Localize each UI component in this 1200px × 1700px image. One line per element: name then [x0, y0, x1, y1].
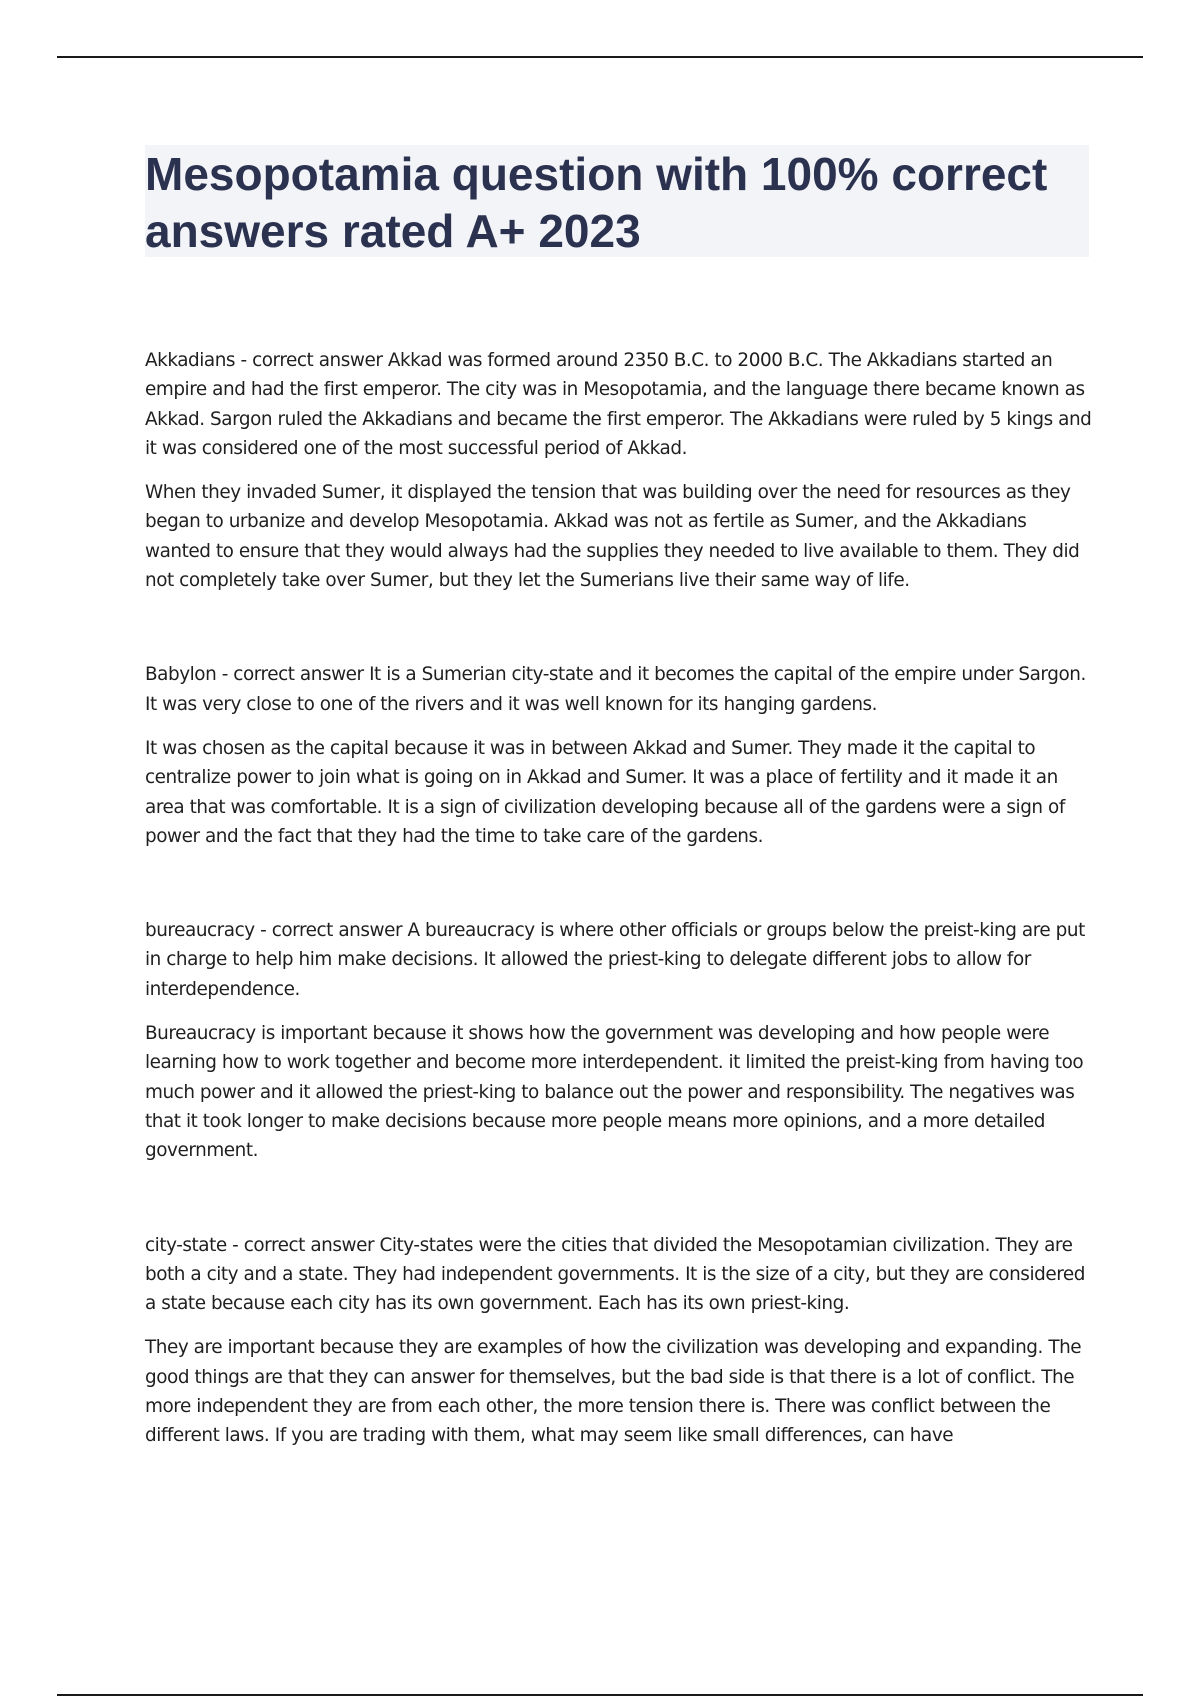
entry-bureaucracy: [145, 916, 1095, 1165]
separator: -: [226, 1234, 244, 1256]
separator: -: [254, 920, 272, 942]
entry-babylon: [145, 660, 1095, 851]
answer-text: City-states were the cities that divided the Mesopotamian civilization. They are both a city and a state. They had independent governments. It is the size of a city, but they are considered a state because each city has its own government. Each has its own priest-king.: [145, 1234, 1085, 1315]
question-answer: [145, 660, 1095, 719]
separator: -: [235, 350, 253, 371]
follow-up-paragraph: It was chosen as the capital because it was in between Akkad and Sumer. They made it the capital to centralize power to join what is going on in Akkad and Sumer. It was a place of fertility and it made it an area that was comfortable. It is a sign of civilization developing because all of the gardens were a sign of power and the fact that they had the time to take care of the gardens.: [145, 737, 1065, 847]
follow-up-paragraph: They are important because they are examples of how the civilization was developing and expanding. The good things are that they can answer for themselves, but the bad side is that there is a lot of conflict. The more independent they are from each other, the more tension there is. There was conflict between the different laws. If you are trading with them, what may seem like small differences, can have: [145, 1337, 1082, 1447]
term: Akkadians: [145, 350, 236, 371]
answer-label: correct answer: [243, 1234, 380, 1256]
document-title: Mesopotamia question with 100% correct answers rated A+ 2023: [145, 148, 1048, 257]
title-banner: [145, 145, 1089, 257]
question-answer: [145, 346, 1095, 463]
entry-akkadians: [145, 346, 1095, 595]
answer-label: correct answer: [271, 920, 408, 942]
answer-text: It is a Sumerian city-state and it becomes the capital of the empire under Sargon. It was very close to one of the rivers and it was well known for its hanging gardens.: [145, 664, 1086, 715]
answer-text: Akkad was formed around 2350 B.C. to 2000 B.C. The Akkadians started an empire and had the first emperor. The city was in Mesopotamia, and the language there became known as Akkad. Sargon ruled the Akkadians and became the first emperor. The Akkadians were ruled by 5 kings and it was considered one of the most successful period of Akkad.: [145, 350, 1092, 459]
term: bureaucracy: [145, 920, 255, 942]
separator: -: [216, 664, 234, 686]
follow-up-paragraph: Bureaucracy is important because it shows how the government was developing and how people were learning how to work together and become more interdependent. it limited the preist-king from having too much power and it allowed the priest-king to balance out the power and responsibility. The negatives was that it took longer to make decisions because more people means more opinions, and a more detailed government.: [145, 1023, 1084, 1162]
follow-up-paragraph: When they invaded Sumer, it displayed the tension that was building over the need for resources as they began to urbanize and develop Mesopotamia. Akkad was not as fertile as Sumer, and the Akkadians wanted to ensure that they would always had the supplies they needed to live available to them. They did not completely take over Sumer, but they let the Sumerians live their same way of life.: [145, 482, 1080, 592]
entry-city-state: [145, 1231, 1095, 1451]
question-answer: [145, 916, 1095, 1004]
top-rule: [57, 56, 1143, 58]
answer-label: correct answer: [252, 350, 388, 371]
question-answer: [145, 1231, 1095, 1319]
term: city-state: [145, 1234, 227, 1256]
answer-label: correct answer: [233, 664, 370, 686]
document-body: [145, 346, 1095, 1451]
bottom-rule: [57, 1694, 1143, 1696]
answer-text: A bureaucracy is where other officials or groups below the preist-king are put in charge to help him make decisions. It allowed the priest-king to delegate different jobs to allow for interdependence.: [145, 920, 1085, 1000]
term: Babylon: [145, 664, 217, 686]
